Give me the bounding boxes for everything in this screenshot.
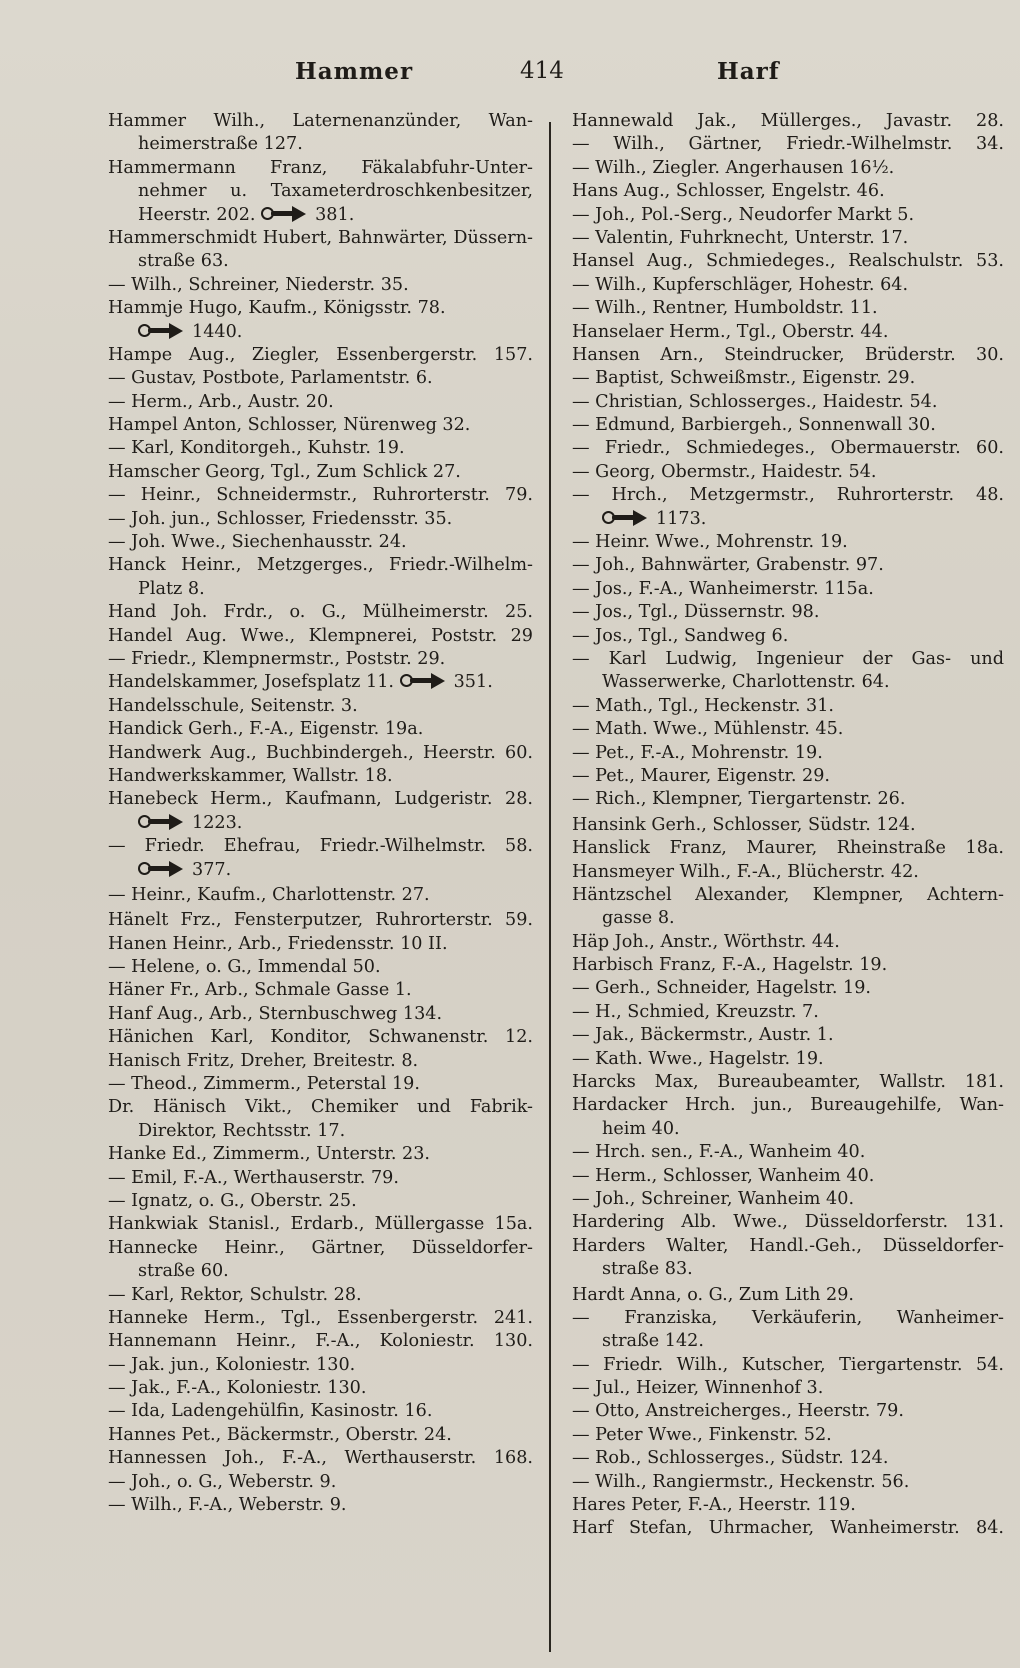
- entry-text: — Georg, Obermstr., Haidestr. 54.: [572, 461, 877, 482]
- entry-text: Hampe Aug., Ziegler, Essenbergerstr. 157.: [108, 344, 533, 365]
- directory-line: [572, 1447, 1004, 1470]
- phone-number: 377.: [192, 859, 232, 880]
- directory-line: [108, 695, 533, 718]
- directory-line: [108, 414, 533, 437]
- entry-text: — Otto, Anstreicherges., Heerstr. 79.: [572, 1401, 904, 1422]
- entry-text: — Rich., Klempner, Tiergartenstr. 26.: [572, 789, 906, 810]
- directory-line: [108, 625, 533, 648]
- directory-line: [572, 648, 1004, 671]
- right-column: [572, 110, 1004, 1541]
- entry-text: — Christian, Schlosserges., Haidestr. 54.: [572, 391, 938, 412]
- entry-text: Hanslick Franz, Maurer, Rheinstraße 18a.: [572, 838, 1004, 859]
- directory-line: [572, 1141, 1004, 1164]
- entry-text: Harf Stefan, Uhrmacher, Wanheimerstr. 84.: [572, 1518, 1004, 1539]
- directory-line: [108, 531, 533, 554]
- entry-text: Hänelt Frz., Fensterputzer, Ruhrorterstr. 59.: [108, 910, 533, 931]
- directory-line: [572, 977, 1004, 1000]
- directory-line: [108, 250, 533, 273]
- directory-line: [108, 1447, 533, 1470]
- entry-text: Harders Walter, Handl.-Geh., Düsseldorfer-: [572, 1235, 1004, 1256]
- entry-text: — Heinr., Kaufm., Charlottenstr. 27.: [108, 884, 430, 905]
- entry-text: Hardering Alb. Wwe., Düsseldorferstr. 131.: [572, 1212, 1004, 1233]
- entry-text: — Friedr., Schmiedeges., Obermauerstr. 60.: [572, 438, 1004, 459]
- directory-line: [108, 1050, 533, 1073]
- entry-text: Hannessen Joh., F.-A., Werthauserstr. 168.: [108, 1448, 533, 1469]
- phone-number: 381.: [315, 204, 355, 225]
- telephone-icon: [138, 814, 184, 830]
- directory-line: [572, 157, 1004, 180]
- entry-text: — Wilh., Ziegler. Angerhausen 16½.: [572, 157, 895, 178]
- directory-line: [108, 648, 533, 671]
- directory-line: [108, 344, 533, 367]
- entry-text: Hanneke Herm., Tgl., Essenbergerstr. 241.: [108, 1307, 533, 1328]
- directory-line: [572, 1165, 1004, 1188]
- directory-line: [108, 1354, 533, 1377]
- entry-text: — Karl Ludwig, Ingenieur der Gas- und: [572, 648, 1004, 669]
- directory-line: [108, 933, 533, 956]
- entry-text: — Franziska, Verkäuferin, Wanheimer-: [572, 1307, 1004, 1328]
- entry-text: Hampel Anton, Schlosser, Nürenweg 32.: [108, 415, 471, 436]
- entry-text: — Wilh., Schreiner, Niederstr. 35.: [108, 274, 409, 295]
- entry-text: — Hrch., Metzgermstr., Ruhrorterstr. 48.: [572, 485, 1004, 506]
- directory-line: [572, 718, 1004, 741]
- entry-text: — Wilh., Rentner, Humboldstr. 11.: [572, 298, 878, 319]
- directory-line: [572, 578, 1004, 601]
- entry-text: Wasserwerke, Charlottenstr. 64.: [602, 672, 890, 693]
- directory-line: [572, 227, 1004, 250]
- directory-line: [572, 931, 1004, 954]
- entry-text: heimerstraße 127.: [138, 134, 303, 155]
- entry-text: — Jak. jun., Koloniestr. 130.: [108, 1354, 356, 1375]
- entry-text: — Heinr. Wwe., Mohrenstr. 19.: [572, 532, 848, 553]
- directory-line: [572, 884, 1004, 907]
- directory-line: [572, 484, 1004, 507]
- phone-number: 351.: [453, 672, 493, 693]
- directory-line: [572, 1188, 1004, 1211]
- entry-text: straße 83.: [602, 1259, 693, 1280]
- entry-text: — Math., Tgl., Heckenstr. 31.: [572, 695, 835, 716]
- directory-line: [108, 227, 533, 250]
- entry-text: — Ignatz, o. G., Oberstr. 25.: [108, 1190, 357, 1211]
- entry-text: — H., Schmied, Kreuzstr. 7.: [572, 1001, 819, 1022]
- phone-number: 1173.: [656, 508, 707, 529]
- entry-text: Hannes Pet., Bäckermstr., Oberstr. 24.: [108, 1424, 452, 1445]
- entry-text: Hansel Aug., Schmiedeges., Realschulstr. 53.: [572, 251, 1004, 272]
- directory-line: [572, 625, 1004, 648]
- entry-text: — Wilh., Rangiermstr., Heckenstr. 56.: [572, 1471, 910, 1492]
- entry-text: Handelsschule, Seitenstr. 3.: [108, 695, 358, 716]
- directory-line: [108, 1026, 533, 1049]
- directory-line: [572, 1094, 1004, 1117]
- entry-text: — Jos., F.-A., Wanheimerstr. 115a.: [572, 578, 874, 599]
- directory-line: [108, 391, 533, 414]
- directory-line: [108, 1167, 533, 1190]
- entry-text: — Joh. Wwe., Siechenhausstr. 24.: [108, 532, 407, 553]
- entry-text: Handelskammer, Josefsplatz 11.: [108, 672, 395, 693]
- directory-line: [572, 461, 1004, 484]
- entry-text: — Ida, Ladengehülfin, Kasinostr. 16.: [108, 1401, 433, 1422]
- entry-text: — Heinr., Schneidermstr., Ruhrorterstr. 79.: [108, 485, 533, 506]
- entry-text: — Joh. jun., Schlosser, Friedensstr. 35.: [108, 508, 453, 529]
- entry-text: — Jak., Bäckermstr., Austr. 1.: [572, 1025, 834, 1046]
- directory-line: [108, 157, 533, 180]
- telephone-icon: [138, 323, 184, 339]
- entry-text: Handick Gerh., F.-A., Eigenstr. 19a.: [108, 719, 424, 740]
- entry-text: — Joh., Bahnwärter, Grabenstr. 97.: [572, 555, 884, 576]
- directory-line: [108, 508, 533, 531]
- directory-line: [572, 814, 1004, 837]
- telephone-icon: [138, 861, 184, 877]
- directory-line: [108, 367, 533, 390]
- directory-line: [108, 788, 533, 811]
- directory-line: [108, 1377, 533, 1400]
- directory-line: [572, 250, 1004, 273]
- entry-text: Hanisch Fritz, Dreher, Breitestr. 8.: [108, 1050, 419, 1071]
- entry-text: Hankwiak Stanisl., Erdarb., Müllergasse 15a.: [108, 1214, 533, 1235]
- entry-text: — Baptist, Schweißmstr., Eigenstr. 29.: [572, 368, 916, 389]
- entry-text: — Pet., F.-A., Mohrenstr. 19.: [572, 742, 823, 763]
- header-left-keyword: Hammer: [295, 58, 414, 85]
- directory-line: [572, 1494, 1004, 1517]
- directory-line: [108, 956, 533, 979]
- entry-text: Häner Fr., Arb., Schmale Gasse 1.: [108, 980, 412, 1001]
- directory-line: [108, 859, 533, 882]
- entry-text: — Wilh., Kupferschläger, Hohestr. 64.: [572, 274, 909, 295]
- directory-line: [572, 837, 1004, 860]
- directory-line: [572, 1400, 1004, 1423]
- phone-number: 1440.: [192, 321, 243, 342]
- entry-text: Hannewald Jak., Müllerges., Javastr. 28.: [572, 111, 1004, 131]
- entry-text: — Peter Wwe., Finkenstr. 52.: [572, 1424, 832, 1445]
- entry-text: Häntzschel Alexander, Klempner, Achtern-: [572, 884, 1004, 905]
- entry-text: Harbisch Franz, F.-A., Hagelstr. 19.: [572, 955, 888, 976]
- entry-text: Hardt Anna, o. G., Zum Lith 29.: [572, 1284, 854, 1305]
- directory-line: [572, 204, 1004, 227]
- entry-text: — Math. Wwe., Mühlenstr. 45.: [572, 719, 844, 740]
- entry-text: — Joh., o. G., Weberstr. 9.: [108, 1471, 337, 1492]
- entry-text: Platz 8.: [138, 578, 205, 599]
- entry-text: Hannemann Heinr., F.-A., Koloniestr. 130.: [108, 1331, 533, 1352]
- entry-text: — Hrch. sen., F.-A., Wanheim 40.: [572, 1142, 866, 1163]
- telephone-icon: [400, 673, 446, 689]
- directory-line: [572, 1048, 1004, 1071]
- directory-line: [108, 1213, 533, 1236]
- entry-text: straße 142.: [602, 1331, 704, 1352]
- directory-line: [572, 297, 1004, 320]
- entry-text: Hammerschmidt Hubert, Bahnwärter, Düssern-: [108, 227, 533, 248]
- directory-line: [572, 788, 1004, 811]
- entry-text: nehmer u. Taxameterdroschkenbesitzer,: [138, 181, 533, 202]
- entry-text: Direktor, Rechtsstr. 17.: [138, 1120, 346, 1141]
- entry-text: Hanebeck Herm., Kaufmann, Ludgeristr. 28.: [108, 789, 533, 810]
- directory-line: [108, 1307, 533, 1330]
- directory-line: [108, 1003, 533, 1026]
- entry-text: — Gerh., Schneider, Hagelstr. 19.: [572, 978, 871, 999]
- entry-text: — Friedr. Ehefrau, Friedr.-Wilhelmstr. 58.: [108, 836, 533, 857]
- entry-text: Hannecke Heinr., Gärtner, Düsseldorfer-: [108, 1237, 533, 1258]
- directory-line: [572, 133, 1004, 156]
- entry-text: Hansmeyer Wilh., F.-A., Blücherstr. 42.: [572, 861, 919, 882]
- directory-line: [572, 1235, 1004, 1258]
- entry-text: Handwerkskammer, Wallstr. 18.: [108, 765, 393, 786]
- directory-line: [572, 1258, 1004, 1281]
- directory-line: [572, 1424, 1004, 1447]
- directory-line: [108, 1120, 533, 1143]
- directory-line: [572, 907, 1004, 930]
- directory-line: [108, 1190, 533, 1213]
- entry-text: Hanf Aug., Arb., Sternbuschweg 134.: [108, 1003, 443, 1024]
- entry-text: — Valentin, Fuhrknecht, Unterstr. 17.: [572, 227, 909, 248]
- entry-text: Hamscher Georg, Tgl., Zum Schlick 27.: [108, 461, 461, 482]
- directory-line: [108, 1330, 533, 1353]
- entry-text: straße 63.: [138, 251, 229, 272]
- entry-text: — Jul., Heizer, Winnenhof 3.: [572, 1378, 824, 1399]
- directory-line: [108, 718, 533, 741]
- entry-text: Häp Joh., Anstr., Wörthstr. 44.: [572, 931, 840, 952]
- entry-text: Hammermann Franz, Fäkalabfuhr-Unter-: [108, 157, 533, 178]
- directory-line: [108, 909, 533, 932]
- directory-line: [572, 531, 1004, 554]
- directory-line: [572, 1471, 1004, 1494]
- directory-line: [108, 110, 533, 133]
- entry-text: — Wilh., F.-A., Weberstr. 9.: [108, 1495, 347, 1516]
- entry-text: Harcks Max, Bureaubeamter, Wallstr. 181.: [572, 1072, 1004, 1093]
- directory-line: [108, 1284, 533, 1307]
- entry-text: Dr. Hänisch Vikt., Chemiker und Fabrik-: [108, 1097, 533, 1118]
- entry-text: — Karl, Rektor, Schulstr. 28.: [108, 1284, 362, 1305]
- entry-text: — Joh., Pol.-Serg., Neudorfer Markt 5.: [572, 204, 915, 225]
- entry-text: — Emil, F.-A., Werthauserstr. 79.: [108, 1167, 399, 1188]
- directory-line: [108, 274, 533, 297]
- telephone-icon: [261, 206, 307, 222]
- entry-text: — Joh., Schreiner, Wanheim 40.: [572, 1188, 855, 1209]
- directory-line: [108, 1494, 533, 1517]
- page-header: [110, 58, 980, 98]
- directory-line: [572, 954, 1004, 977]
- directory-line: [108, 133, 533, 156]
- entry-text: gasse 8.: [602, 908, 675, 929]
- directory-line: [108, 180, 533, 203]
- entry-text: Hammje Hugo, Kaufm., Königsstr. 78.: [108, 298, 446, 319]
- directory-line: [572, 110, 1004, 133]
- entry-text: — Jos., Tgl., Sandweg 6.: [572, 625, 789, 646]
- directory-line: [572, 1330, 1004, 1353]
- entry-text: — Edmund, Barbiergeh., Sonnenwall 30.: [572, 415, 936, 436]
- directory-line: [108, 1400, 533, 1423]
- entry-text: Hand Joh. Frdr., o. G., Mülheimerstr. 25.: [108, 602, 533, 623]
- header-right-keyword: Harf: [717, 58, 780, 85]
- directory-line: [572, 1354, 1004, 1377]
- left-column: [108, 110, 533, 1517]
- directory-line: [572, 1118, 1004, 1141]
- entry-text: heim 40.: [602, 1118, 680, 1139]
- entry-text: Hares Peter, F.-A., Heerstr. 119.: [572, 1495, 856, 1516]
- telephone-icon: [602, 510, 648, 526]
- entry-text: Hanke Ed., Zimmerm., Unterstr. 23.: [108, 1144, 431, 1165]
- entry-text: — Karl, Konditorgeh., Kuhstr. 19.: [108, 438, 405, 459]
- entry-text: Handel Aug. Wwe., Klempnerei, Poststr. 29: [108, 625, 533, 646]
- directory-line: [108, 884, 533, 907]
- directory-line: [572, 180, 1004, 203]
- directory-line: [572, 391, 1004, 414]
- directory-line: [108, 765, 533, 788]
- directory-line: [572, 765, 1004, 788]
- directory-line: [108, 554, 533, 577]
- entry-text: Hanen Heinr., Arb., Friedensstr. 10 II.: [108, 933, 448, 954]
- directory-line: [572, 1377, 1004, 1400]
- directory-line: [108, 601, 533, 624]
- entry-text: — Friedr. Wilh., Kutscher, Tiergartenstr. 54.: [572, 1354, 1004, 1375]
- directory-line: [572, 437, 1004, 460]
- entry-text: — Kath. Wwe., Hagelstr. 19.: [572, 1048, 824, 1069]
- entry-text: — Gustav, Postbote, Parlamentstr. 6.: [108, 368, 433, 389]
- entry-text: — Wilh., Gärtner, Friedr.-Wilhelmstr. 34.: [572, 134, 1004, 155]
- directory-line: [108, 297, 533, 320]
- directory-line: [572, 1211, 1004, 1234]
- directory-line: [108, 671, 533, 694]
- directory-line: [572, 742, 1004, 765]
- directory-line: [572, 344, 1004, 367]
- directory-line: [572, 1001, 1004, 1024]
- directory-line: [108, 1424, 533, 1447]
- entry-text: — Theod., Zimmerm., Peterstal 19.: [108, 1074, 420, 1095]
- directory-line: [108, 321, 533, 344]
- directory-line: [572, 1024, 1004, 1047]
- directory-line: [572, 1517, 1004, 1540]
- directory-line: [572, 367, 1004, 390]
- directory-line: [108, 1237, 533, 1260]
- directory-line: [108, 578, 533, 601]
- entry-text: — Jak., F.-A., Koloniestr. 130.: [108, 1378, 367, 1399]
- entry-text: Heerstr. 202.: [138, 204, 256, 225]
- directory-line: [108, 835, 533, 858]
- directory-line: [108, 812, 533, 835]
- entry-text: Hänichen Karl, Konditor, Schwanenstr. 12.: [108, 1027, 533, 1048]
- directory-line: [572, 671, 1004, 694]
- directory-line: [108, 204, 533, 227]
- phone-number: 1223.: [192, 812, 243, 833]
- directory-line: [572, 861, 1004, 884]
- directory-line: [108, 437, 533, 460]
- entry-text: Hansen Arn., Steindrucker, Brüderstr. 30.: [572, 344, 1004, 365]
- directory-line: [108, 461, 533, 484]
- directory-line: [572, 508, 1004, 531]
- directory-line: [108, 742, 533, 765]
- directory-line: [108, 1471, 533, 1494]
- entry-text: Handwerk Aug., Buchbindergeh., Heerstr. 60.: [108, 742, 533, 763]
- directory-line: [572, 321, 1004, 344]
- directory-line: [572, 554, 1004, 577]
- entry-text: Hardacker Hrch. jun., Bureaugehilfe, Wan-: [572, 1095, 1004, 1116]
- entry-text: — Rob., Schlosserges., Südstr. 124.: [572, 1448, 889, 1469]
- entry-text: Hansink Gerh., Schlosser, Südstr. 124.: [572, 814, 916, 835]
- directory-line: [572, 274, 1004, 297]
- directory-line: [572, 1071, 1004, 1094]
- entry-text: — Herm., Schlosser, Wanheim 40.: [572, 1165, 875, 1186]
- directory-line: [572, 414, 1004, 437]
- entry-text: Hanck Heinr., Metzgerges., Friedr.-Wilhelm-: [108, 555, 533, 576]
- directory-line: [108, 1096, 533, 1119]
- directory-line: [108, 484, 533, 507]
- entry-text: Hammer Wilh., Laternenanzünder, Wan-: [108, 111, 533, 131]
- entry-text: Hanselaer Herm., Tgl., Oberstr. 44.: [572, 321, 889, 342]
- directory-line: [108, 1073, 533, 1096]
- directory-line: [108, 1143, 533, 1166]
- entry-text: — Jos., Tgl., Düssernstr. 98.: [572, 602, 820, 623]
- entry-text: — Friedr., Klempnermstr., Poststr. 29.: [108, 648, 446, 669]
- directory-line: [572, 695, 1004, 718]
- entry-text: Hans Aug., Schlosser, Engelstr. 46.: [572, 181, 885, 202]
- page-number: 414: [520, 58, 564, 84]
- directory-line: [108, 979, 533, 1002]
- directory-line: [572, 1284, 1004, 1307]
- column-divider: [549, 122, 551, 1652]
- entry-text: — Helene, o. G., Immendal 50.: [108, 957, 381, 978]
- directory-line: [572, 1307, 1004, 1330]
- entry-text: — Herm., Arb., Austr. 20.: [108, 391, 334, 412]
- directory-line: [572, 601, 1004, 624]
- entry-text: — Pet., Maurer, Eigenstr. 29.: [572, 765, 831, 786]
- entry-text: straße 60.: [138, 1261, 229, 1282]
- directory-line: [108, 1260, 533, 1283]
